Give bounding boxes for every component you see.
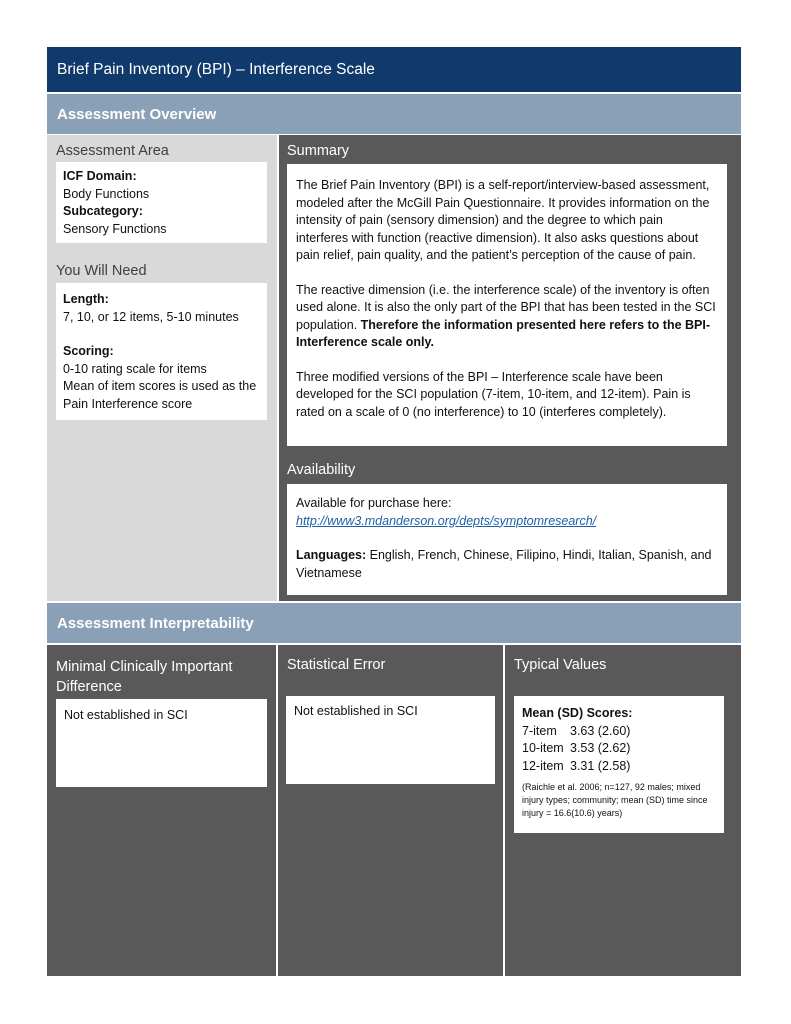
scoring-line-1: 0-10 rating scale for items [63, 361, 207, 376]
availability-link[interactable]: http://www3.mdanderson.org/depts/symptomresearch/ [296, 513, 597, 528]
section-label-overview: Assessment Overview [57, 105, 217, 123]
assessment-area-panel [47, 135, 277, 601]
typical-values-item: 7-item [522, 723, 557, 738]
you-will-need-heading: You Will Need [56, 263, 147, 279]
subcategory-label: Subcategory: [63, 204, 143, 218]
length-label: Length: [63, 292, 109, 306]
typical-values-item: 12-item [522, 758, 564, 773]
languages-line [296, 547, 718, 582]
summary-heading: Summary [287, 143, 350, 159]
assessment-area-heading: Assessment Area [56, 143, 169, 159]
typical-values-row [522, 723, 716, 741]
scoring-line-2: Mean of item scores is used as the Pain Interference score [63, 379, 257, 411]
typical-values-row [522, 740, 716, 758]
typical-values-citation: (Raichle et al. 2006; n=127, 92 males; mixed injury types; community; mean (SD) time since injury = 16.6(10.6) years) [522, 782, 708, 818]
languages-value: English, French, Chinese, Filipino, Hindi, Italian, Spanish, and Vietnamese [296, 548, 712, 580]
mcid-panel [47, 645, 276, 976]
summary-panel [279, 135, 741, 601]
availability-purchase-text: Available for purchase here: [296, 496, 452, 510]
statistical-error-panel [278, 645, 503, 976]
mcid-heading: Minimal Clinically Important Difference [56, 659, 233, 695]
availability-heading: Availability [287, 462, 356, 478]
summary-paragraph-2 [296, 282, 718, 352]
mcid-value: Not established in SCI [64, 708, 188, 722]
typical-values-panel [505, 645, 741, 976]
summary-paragraph-2-bold: Therefore the information presented here refers to the BPI-Interference scale only. [296, 317, 711, 349]
typical-values-item: 10-item [522, 741, 564, 755]
statistical-error-value: Not established in SCI [294, 704, 418, 718]
availability-box [287, 484, 727, 595]
summary-box [287, 164, 727, 446]
summary-paragraph-3: Three modified versions of the BPI – Interference scale have been developed for the SCI population (7-item, 10-item, and 12-item). Pain is rated on a scale of 0 (no interference) to 10 (interferes completely). [296, 369, 691, 419]
you-will-need-box [56, 283, 267, 420]
statistical-error-heading: Statistical Error [287, 657, 386, 673]
assessment-area-box [56, 162, 267, 243]
page-title [47, 47, 741, 92]
mcid-box [56, 699, 267, 787]
page-title-text: Brief Pain Inventory (BPI) – Interference Scale [57, 60, 375, 78]
typical-values-heading: Typical Values [514, 657, 607, 673]
typical-values-box [514, 696, 724, 833]
summary-paragraph-1: The Brief Pain Inventory (BPI) is a self-report/interview-based assessment, modeled after the McGill Pain Questionnaire. It provides information on the intensity of pain (sensory dimension) and the degree to which pain interferes with function (reactive dimension). It also asks questions about pain relief, pain quality, and the patient’s perception of the cause of pain. [296, 178, 710, 262]
statistical-error-box [286, 696, 495, 784]
summary-paragraph-2-text: The reactive dimension (i.e. the interference scale) of the inventory is often used alone. It is also the only part of the BPI that has been tested in the SCI population. [296, 282, 716, 332]
section-header-interpretability [47, 603, 741, 643]
scoring-label: Scoring: [63, 344, 114, 358]
section-header-overview [47, 94, 741, 134]
section-label-interpretability: Assessment Interpretability [57, 614, 254, 632]
typical-values-score: 3.63 (2.60) [570, 723, 631, 738]
icf-domain-label: ICF Domain: [63, 169, 137, 183]
typical-values-label: Mean (SD) Scores: [522, 706, 633, 720]
icf-domain-value: Body Functions [63, 186, 150, 201]
languages-label: Languages: [296, 548, 367, 562]
subcategory-value: Sensory Functions [63, 221, 167, 236]
length-value: 7, 10, or 12 items, 5-10 minutes [63, 309, 239, 324]
typical-values-row [522, 758, 716, 776]
typical-values-score: 3.31 (2.58) [570, 758, 631, 773]
typical-values-score: 3.53 (2.62) [570, 741, 631, 755]
